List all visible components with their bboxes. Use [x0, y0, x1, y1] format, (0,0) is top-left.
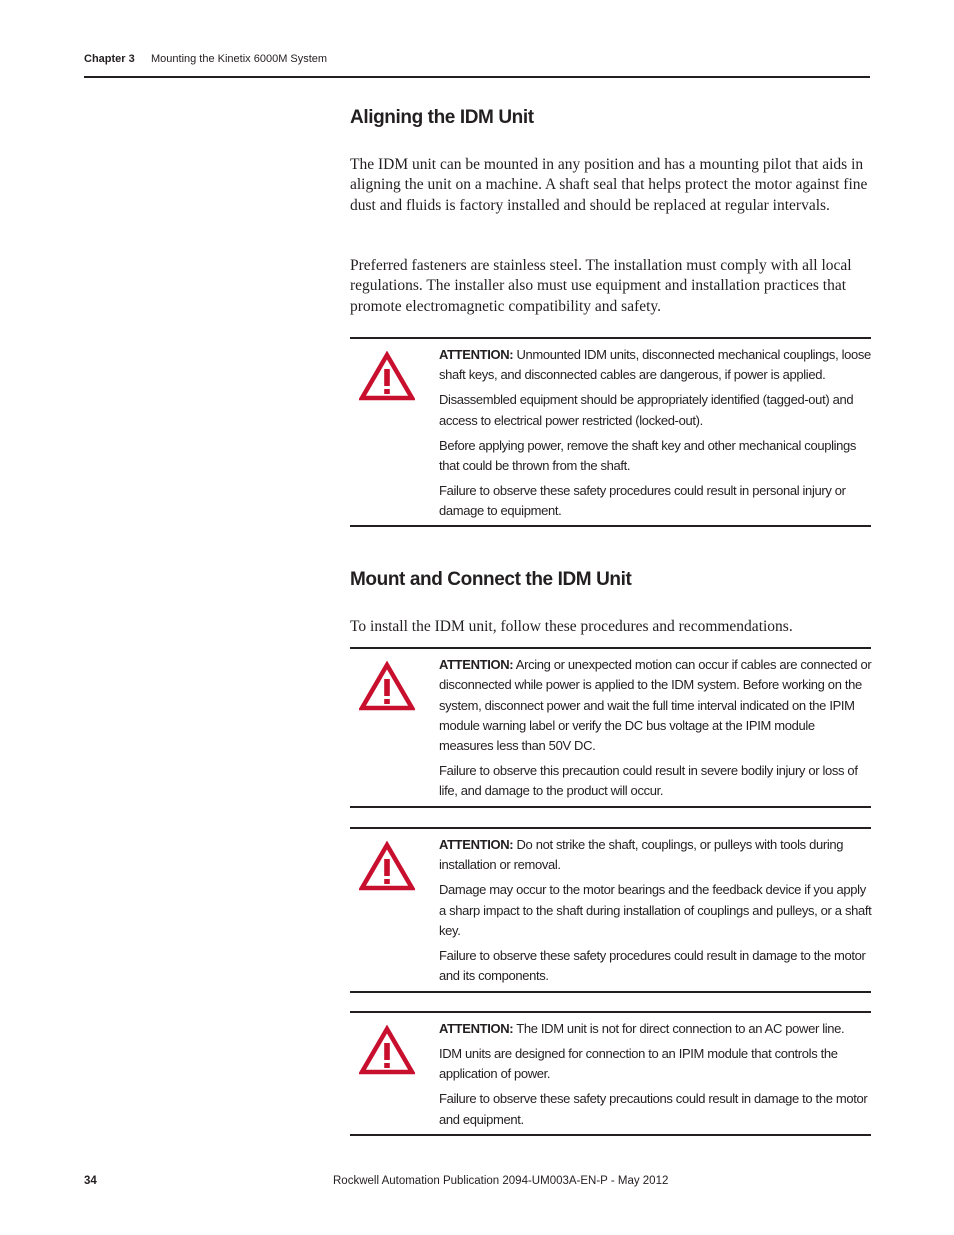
chapter-label: Chapter 3 — [84, 53, 135, 65]
attention-paragraph: Failure to observe this precaution could result in severe bodily injury or loss of life, and damage to the product will occur. — [439, 763, 858, 799]
attention-label: ATTENTION: — [439, 1021, 514, 1036]
warning-triangle-icon — [359, 661, 415, 711]
warning-triangle-icon — [359, 841, 415, 891]
attention-lead: The IDM unit is not for direct connection to an AC power line. — [516, 1021, 845, 1036]
chapter-title: Mounting the Kinetix 6000M System — [151, 53, 328, 65]
section-heading-mount: Mount and Connect the IDM Unit — [350, 569, 632, 590]
attention-paragraph: IDM units are designed for connection to an IPIM module that controls the application of power. — [439, 1045, 838, 1082]
attention-box — [350, 827, 871, 993]
attention-text — [439, 655, 872, 806]
attention-paragraph: Failure to observe these safety procedures could result in damage to the motor and its components. — [439, 947, 866, 984]
attention-paragraph: Disassembled equipment should be appropriately identified (tagged-out) and access to electrical power restricted (locked-out). — [439, 392, 854, 428]
page-number: 34 — [84, 1175, 97, 1187]
body-paragraph: Preferred fasteners are stainless steel. The installation must comply with all local regulations. The installer also must use equipment and installation practices that promote electromagnetic compatibility and safety. — [350, 257, 852, 315]
attention-box — [350, 337, 871, 527]
body-paragraph: The IDM unit can be mounted in any position and has a mounting pilot that aids in aligning the unit on a machine. A shaft seal that helps protect the motor against fine dust and fluids is factory installed and should be replaced at regular intervals. — [350, 156, 868, 214]
section-heading-aligning: Aligning the IDM Unit — [350, 107, 534, 128]
attention-lead: Do not strike the shaft, couplings, or pulleys with tools during installation or removal. — [439, 837, 844, 873]
warning-triangle-icon — [359, 351, 415, 401]
attention-paragraph: Failure to observe these safety precautions could result in damage to the motor and equipment. — [439, 1091, 868, 1127]
attention-lead: Arcing or unexpected motion can occur if cables are connected or disconnected while power is applied to the IDM system. Before working on the system, disconnect power and wait the full time interval indicated on the IPIM module warning label or verify the DC bus voltage at the IPIM module measures less than 50V DC. — [439, 657, 872, 754]
attention-box — [350, 1011, 871, 1136]
publication-info: Rockwell Automation Publication 2094-UM003A-EN-P - May 2012 — [333, 1175, 669, 1187]
attention-box — [350, 647, 871, 808]
attention-text — [439, 835, 872, 991]
attention-lead: Unmounted IDM units, disconnected mechanical couplings, loose shaft keys, and disconnected cables are dangerous, if power is applied. — [439, 347, 871, 383]
attention-label: ATTENTION: — [439, 657, 514, 672]
attention-text — [439, 1019, 872, 1135]
warning-triangle-icon — [359, 1025, 415, 1075]
attention-label: ATTENTION: — [439, 837, 514, 852]
page-header — [84, 52, 870, 78]
attention-paragraph: Failure to observe these safety procedures could result in personal injury or damage to equipment. — [439, 482, 846, 519]
attention-label: ATTENTION: — [439, 347, 514, 362]
attention-paragraph: Before applying power, remove the shaft key and other mechanical couplings that could be thrown from the shaft. — [439, 437, 857, 473]
attention-paragraph: Damage may occur to the motor bearings and the feedback device if you apply a sharp impact to the shaft during installation of couplings and pulleys, or a shaft key. — [439, 882, 872, 938]
attention-text — [439, 345, 872, 526]
body-paragraph: To install the IDM unit, follow these procedures and recommendations. — [350, 618, 793, 635]
